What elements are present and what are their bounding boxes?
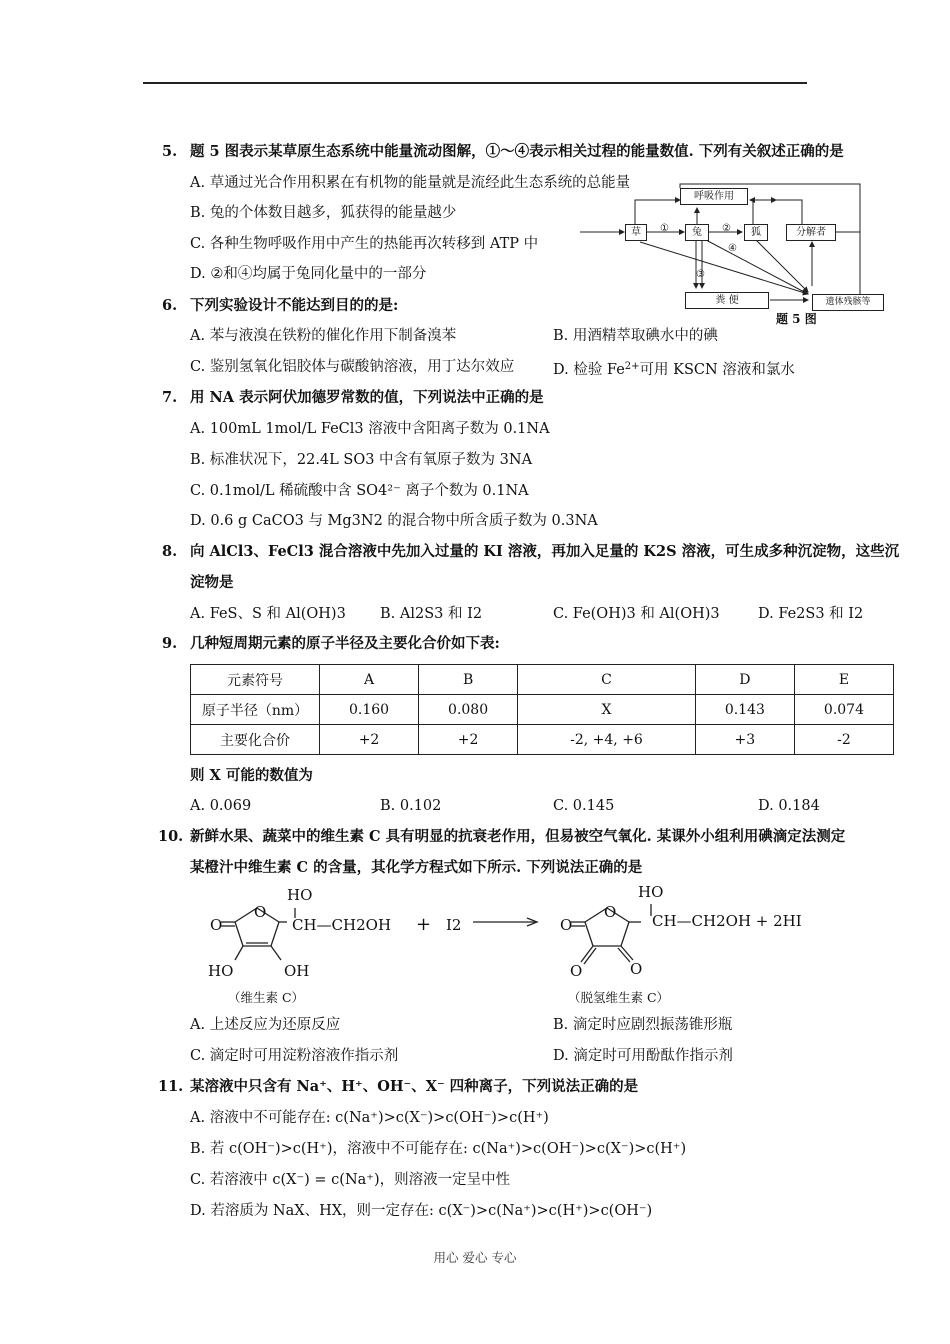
q11-option-b: B. 若 c(OH⁻)>c(H⁺)，溶液中不可能存在: c(Na⁺)>c(OH⁻)>c(X⁻)>c(H⁺) <box>190 1141 687 1157</box>
q10-stem-line1: 新鲜水果、蔬菜中的维生素 C 具有明显的抗衰老作用，但易被空气氧化. 某课外小组利用碘滴定法测定 <box>190 828 846 845</box>
q6-number: 6. <box>162 297 178 314</box>
q10-option-c: C. 滴定时可用淀粉溶液作指示剂 <box>190 1048 399 1064</box>
table-row <box>191 725 894 755</box>
iodine: I2 <box>446 916 462 934</box>
ho-label-left: HO <box>287 886 313 904</box>
q7-option-a: A. 100mL 1mol/L FeCl3 溶液中含阳离子数为 0.1NA <box>190 421 550 437</box>
table-cell: +3 <box>695 725 794 755</box>
ring-o-right: O <box>604 903 617 921</box>
q9-option-d: D. 0.184 <box>758 798 820 814</box>
q10-option-b: B. 滴定时应剧烈振荡锥形瓶 <box>553 1017 733 1033</box>
q9-stem: 几种短周期元素的原子半径及主要化合价如下表: <box>190 635 500 652</box>
q8-option-b: B. Al2S3 和 I2 <box>380 606 483 622</box>
carbonyl-o-right: O <box>560 916 573 934</box>
q11-option-a: A. 溶液中不可能存在: c(Na⁺)>c(X⁻)>c(OH⁻)>c(H⁺) <box>190 1110 549 1126</box>
ho-label-right: HO <box>638 883 664 901</box>
q9-option-c: C. 0.145 <box>553 798 615 814</box>
q6-option-c: C. 鉴别氢氧化铝胶体与碳酸钠溶液，用丁达尔效应 <box>190 359 515 375</box>
q11-option-d: D. 若溶质为 NaX、HX，则一定存在: c(X⁻)>c(Na⁺)>c(H⁺)>c(OH⁻) <box>190 1203 653 1219</box>
table-cell: 主要化合价 <box>191 725 320 755</box>
q7-number: 7. <box>162 389 178 406</box>
marker-4: ④ <box>728 243 737 254</box>
q9-option-a: A. 0.069 <box>190 798 252 814</box>
table-cell: 0.143 <box>695 695 794 725</box>
ring-o-left: O <box>254 903 267 921</box>
marker-1: ① <box>660 223 669 234</box>
q5-number: 5. <box>162 143 178 160</box>
q6-option-b: B. 用酒精萃取碘水中的碘 <box>553 328 718 344</box>
plus-sign: + <box>416 914 432 935</box>
chain-right: CH—CH2OH + 2HI <box>652 912 802 930</box>
vitamin-c-label: （维生素 C） <box>228 990 305 1005</box>
rabbit-box: 兔 <box>685 224 709 241</box>
remains-box: 遗体残骸等 <box>812 294 884 311</box>
q8-option-c: C. Fe(OH)3 和 Al(OH)3 <box>553 606 720 622</box>
table-header-cell: C <box>518 665 696 695</box>
element-table <box>190 664 894 755</box>
q7-option-c: C. 0.1mol/L 稀硫酸中含 SO4²⁻ 离子个数为 0.1NA <box>190 483 529 499</box>
table-cell: +2 <box>320 725 419 755</box>
q5-option-b: B. 兔的个体数目越多，狐获得的能量越少 <box>190 205 457 221</box>
q11-option-c: C. 若溶液中 c(X⁻) = c(Na⁺)，则溶液一定呈中性 <box>190 1172 511 1188</box>
respiration-box: 呼吸作用 <box>680 188 748 205</box>
q5-stem: 题 5 图表示某草原生态系统中能量流动图解，①～④表示相关过程的能量数值. 下列有关叙述正确的是 <box>190 143 844 160</box>
dehydro-vitamin-c-label: （脱氢维生素 C） <box>568 990 670 1005</box>
ho-bottom-left: HO <box>208 962 234 980</box>
table-row <box>191 695 894 725</box>
carbonyl-o-left: O <box>210 916 223 934</box>
q9-ask: 则 X 可能的数值为 <box>190 767 313 784</box>
table-header-cell: 元素符号 <box>191 665 320 695</box>
grass-box: 草 <box>625 224 647 241</box>
q7-option-d: D. 0.6 g CaCO3 与 Mg3N2 的混合物中所含质子数为 0.3NA <box>190 513 598 529</box>
q6-stem: 下列实验设计不能达到目的的是: <box>190 297 399 314</box>
table-header-cell: E <box>794 665 893 695</box>
table-header-cell: A <box>320 665 419 695</box>
q8-option-a: A. FeS、S 和 Al(OH)3 <box>190 606 346 622</box>
q8-stem-line1: 向 AlCl3、FeCl3 混合溶液中先加入过量的 KI 溶液，再加入足量的 K2S 溶液，可生成多种沉淀物，这些沉 <box>190 543 900 560</box>
q11-stem: 某溶液中只含有 Na⁺、H⁺、OH⁻、X⁻ 四种离子，下列说法正确的是 <box>190 1078 639 1095</box>
q10-number: 10. <box>158 828 184 845</box>
table-cell: 原子半径（nm） <box>191 695 320 725</box>
q8-stem-line2: 淀物是 <box>190 574 234 591</box>
q8-option-d: D. Fe2S3 和 I2 <box>758 606 864 622</box>
table-cell: 0.080 <box>419 695 518 725</box>
keto-o-2: O <box>630 960 643 978</box>
q10-option-a: A. 上述反应为还原反应 <box>190 1017 341 1033</box>
decomposer-box: 分解者 <box>786 224 836 241</box>
table-cell: 0.160 <box>320 695 419 725</box>
table-cell: -2 <box>794 725 893 755</box>
page-footer: 用心 爱心 专心 <box>433 1250 517 1265</box>
chain-left: CH—CH2OH <box>292 916 392 934</box>
table-cell: 0.074 <box>794 695 893 725</box>
q10-stem-line2: 某橙汁中维生素 C 的含量，其化学方程式如下所示. 下列说法正确的是 <box>190 859 643 876</box>
q6-option-d: D. 检验 $Fe^{2+}$可用 KSCN 溶液和氯水 <box>553 361 795 378</box>
table-header-row <box>191 665 894 695</box>
q8-number: 8. <box>162 543 178 560</box>
q11-number: 11. <box>158 1078 184 1095</box>
q10-option-d: D. 滴定时可用酚酞作指示剂 <box>553 1048 733 1064</box>
q9-option-b: B. 0.102 <box>380 798 442 814</box>
marker-2: ② <box>722 223 731 234</box>
table-header-cell: B <box>419 665 518 695</box>
top-rule <box>143 82 807 84</box>
q5-option-a: A. 草通过光合作用积累在有机物的能量就是流经此生态系统的总能量 <box>190 175 631 191</box>
fox-box: 狐 <box>744 224 768 241</box>
oh-bottom-left: OH <box>284 962 310 980</box>
marker-3: ③ <box>696 269 705 280</box>
q6-option-a: A. 苯与液溴在铁粉的催化作用下制备溴苯 <box>190 328 457 344</box>
table-header-cell: D <box>695 665 794 695</box>
q7-stem: 用 NA 表示阿伏加德罗常数的值，下列说法中正确的是 <box>190 389 544 406</box>
table-cell: -2, +4, +6 <box>518 725 696 755</box>
q9-number: 9. <box>162 635 178 652</box>
keto-o-1: O <box>570 962 583 980</box>
q7-option-b: B. 标准状况下，22.4L SO3 中含有氧原子数为 3NA <box>190 452 533 468</box>
table-cell: +2 <box>419 725 518 755</box>
q5-option-d: D. ②和④均属于兔同化量中的一部分 <box>190 266 427 282</box>
diagram-caption: 题 5 图 <box>776 312 817 326</box>
q5-option-c: C. 各种生物呼吸作用中产生的热能再次转移到 ATP 中 <box>190 236 539 252</box>
feces-box: 粪 便 <box>685 292 769 309</box>
table-cell: X <box>518 695 696 725</box>
